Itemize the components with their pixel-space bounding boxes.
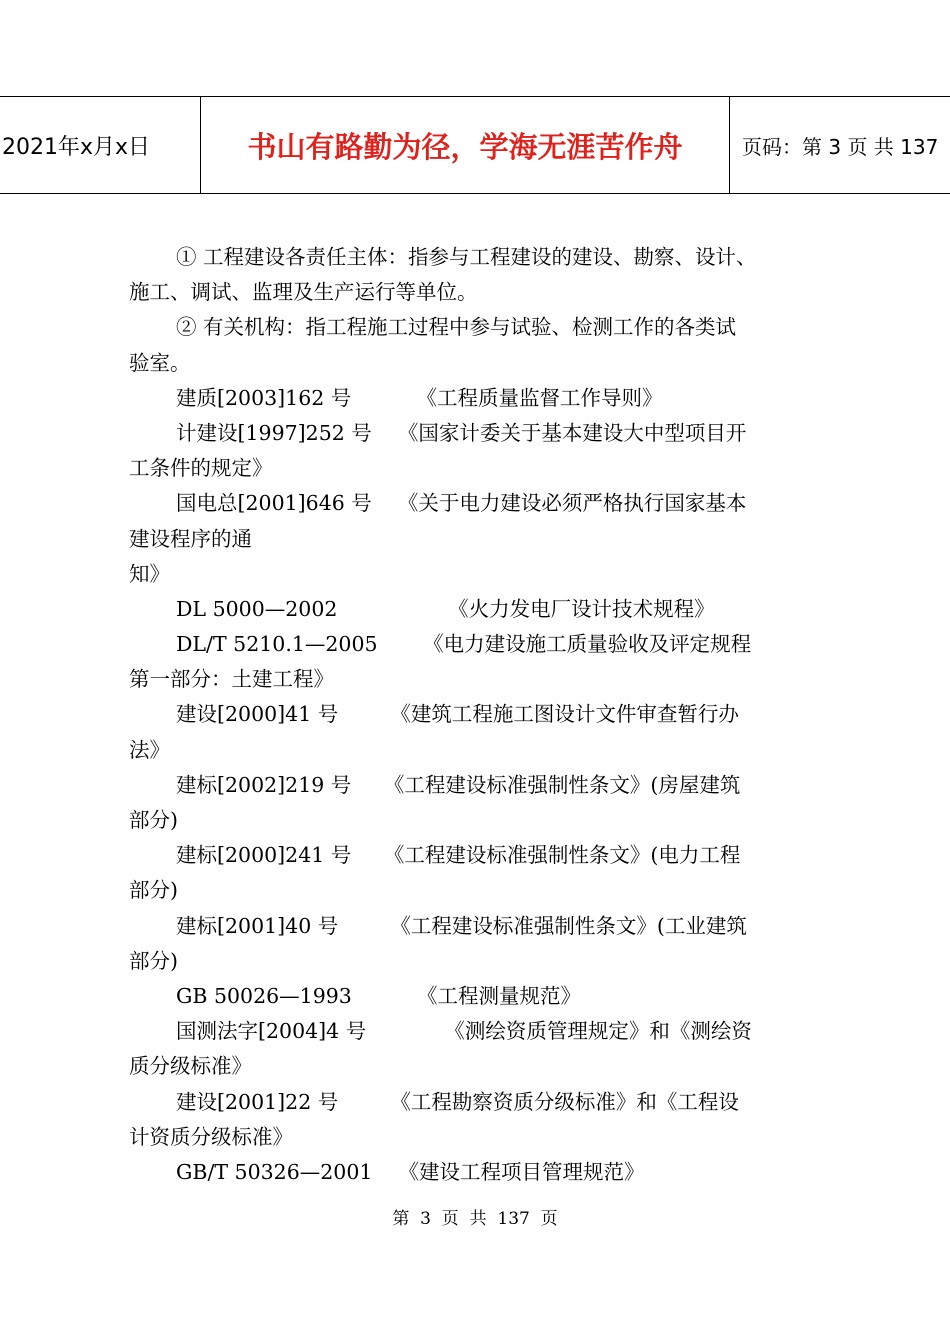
- reference-continuation: 部分): [129, 948, 178, 973]
- reference-continuation: 知》: [129, 561, 170, 586]
- body-line: ② 有关机构：指工程施工过程中参与试验、检测工作的各类试: [176, 315, 737, 340]
- reference-line: GB 50026—1993 《工程测量规范》: [176, 983, 582, 1008]
- reference-line: 计建设[1997]252 号 《国家计委关于基本建设大中型项目开: [176, 420, 747, 445]
- header-motto: 书山有路勤为径，学海无涯苦作舟: [247, 129, 683, 164]
- page-header: [0, 96, 950, 194]
- reference-continuation: 部分): [129, 808, 178, 832]
- reference-continuation: 第一部分：土建工程》: [129, 667, 334, 692]
- reference-continuation: 计资质分级标准》: [129, 1124, 293, 1149]
- header-date: 2021年x月x日: [2, 134, 151, 160]
- reference-line: 国测法字[2004]4 号 《测绘资质管理规定》和《测绘资: [176, 1019, 752, 1044]
- header-page-number: 页码：第 3 页 共 137: [742, 134, 939, 159]
- reference-line: 建设[2000]41 号 《建筑工程施工图设计文件审查暂行办: [176, 702, 739, 727]
- reference-line: DL 5000—2002 《火力发电厂设计技术规程》: [176, 596, 715, 621]
- reference-line: 建标[2000]241 号 《工程建设标准强制性条文》(电力工程: [176, 843, 741, 868]
- reference-line: GB/T 50326—2001 《建设工程项目管理规范》: [176, 1159, 645, 1184]
- reference-line: 建质[2003]162 号 《工程质量监督工作导则》: [176, 385, 663, 410]
- body-line: 验室。: [129, 350, 191, 375]
- reference-continuation: 部分): [129, 878, 178, 903]
- reference-line: 建标[2001]40 号 《工程建设标准强制性条文》(工业建筑: [176, 913, 747, 938]
- reference-continuation: 工条件的规定》: [129, 456, 273, 481]
- reference-line: 国电总[2001]646 号 《关于电力建设必须严格执行国家基本: [176, 491, 747, 516]
- reference-continuation: 质分级标准》: [129, 1054, 252, 1079]
- body-line: ① 工程建设各责任主体：指参与工程建设的建设、勘察、设计、: [176, 245, 757, 269]
- page-footer: 第 3 页 共 137 页: [392, 1209, 558, 1229]
- reference-line: DL/T 5210.1—2005 《电力建设施工质量验收及评定规程: [176, 632, 752, 657]
- reference-line: 建设[2001]22 号 《工程勘察资质分级标准》和《工程设: [176, 1089, 739, 1114]
- body-line: 施工、调试、监理及生产运行等单位。: [129, 280, 478, 305]
- document-body: [129, 240, 829, 1190]
- reference-continuation: 建设程序的通: [129, 526, 252, 551]
- reference-continuation: 法》: [129, 737, 170, 762]
- reference-line: 建标[2002]219 号 《工程建设标准强制性条文》(房屋建筑: [176, 772, 741, 797]
